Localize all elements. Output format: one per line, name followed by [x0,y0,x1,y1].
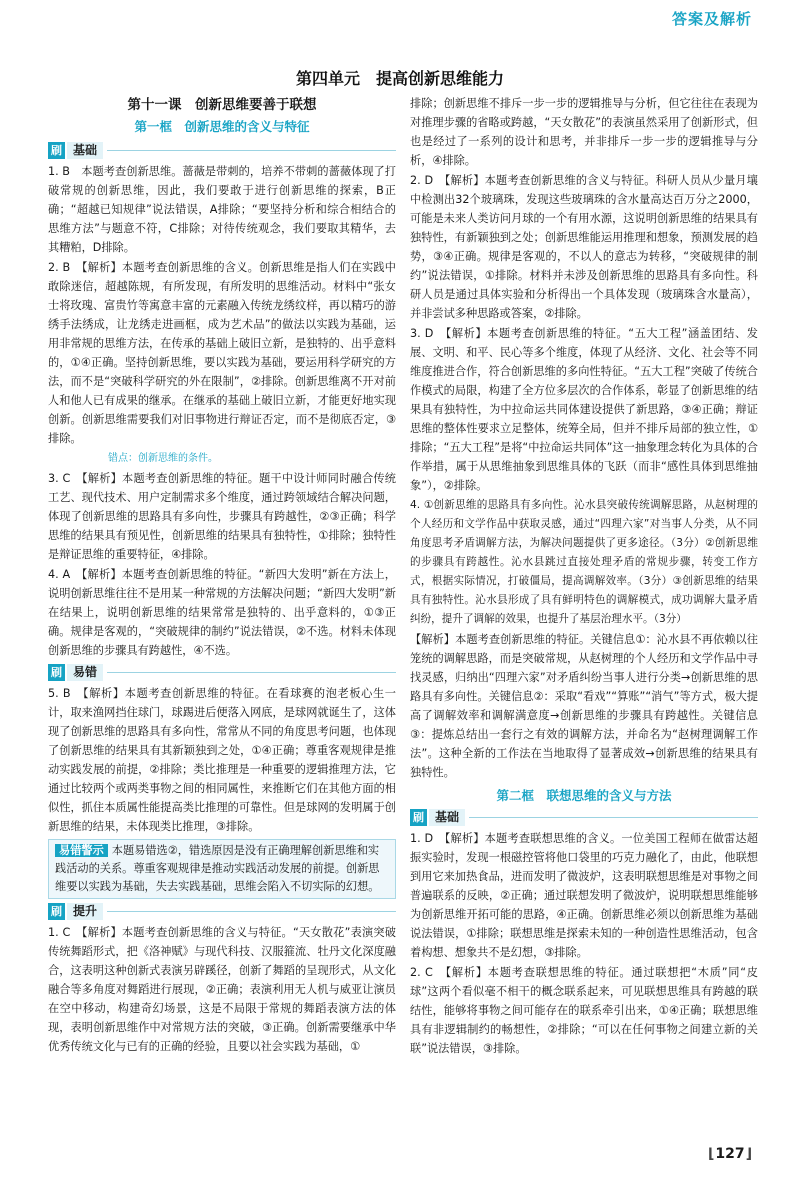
error-tip-tag: 易错警示 [55,844,108,857]
answer-item: 3. D 【解析】本题考查创新思维的特征。“五大工程”涵盖团结、发展、文明、和平、民心等多个维度，体现了从经济、文化、社会等不同维度推进合作，符合创新思维的多向性特征。“五大工程”突破了传统合作模式的局限，构建了全方位多层次的合作体系，彰显了创新思维的结果具有独特性，为中拉命运共同体建设提供了新思路，③④正确；辩证思维的整体性要求立足整体，统筹全局，但并不排斥局部的独立性，①排除；“五大工程”是将“中拉命运共同体”这一抽象理念转化为具体的合作举措，属于从思维抽象到思维具体的飞跃（而非“感性具体到思维抽象”），②排除。 [410,327,758,492]
section-badge: 刷 [48,142,65,159]
section-rule [107,911,396,912]
frame2-title: 第二框 联想思维的含义与方法 [496,788,672,803]
right-column [410,94,758,1059]
section-rule [107,150,396,151]
section-label: 基础 [67,142,103,159]
error-tip-text: 本题易错选②，错选原因是没有正确理解创新思维和实践活动的关系。尊重客观规律是推动实践活动发展的前提。创新思维要以实践为基础，失去实践基础，思维会陷入不切实际的幻想。 [55,844,380,893]
section-label: 基础 [429,809,465,826]
unit-title: 第四单元 提高创新思维能力 [295,69,504,88]
error-tip-box [48,839,396,899]
answer-item: 1. D 【解析】本题考查联想思维的含义。一位美国工程师在做雷达超振实验时，发现一根磁控管将他口袋里的巧克力融化了，由此，他联想到用它来加热食品，进而发明了微波炉，这表明联想思维是对事物之间普遍联系的反映，②正确；通过联想发明了微波炉，说明联想思维能够为创新思维开拓可能的思路，④正确。创新思维必须以创新思维为基础说法错误，①排除；联想思维是探索未知的一种创造性思维活动，包含着构想、想象共不是幻想，③排除。 [410,832,758,959]
answer-item: 1. C 【解析】本题考查创新思维的含义与特征。“天女散花”表演突破传统舞蹈形式，把《洛神赋》与现代科技、汉服箍流、牡丹文化深度融合，这表明这种创新式表演另辟蹊径，创新了舞蹈的呈现形式，从文化融合等多角度对舞蹈进行展现，②正确；表演利用无人机与威亚让演员在空中移动，构建奇幻场景，这是不局限于常规的舞蹈表演方法的体现，表明创新思维作中对常规方法的突破，③正确。创新需要继承中华优秀传统文化与已有的正确的经验，且要以社会实践为基础，① [48,926,396,1053]
answer-item: 4. ①创新思维的思路具有多向性。沁水县突破传统调解思路，从赵树理的个人经历和文学作品中获取灵感，通过“四理六家”对当事人分类，从不同角度思考矛盾调解方法，为解决问题提供了更多途径。（3分）②创新思维的步骤具有跨越性。沁水县跳过直接处理矛盾的常规步骤，转变工作方式，根据实际情况，打破僵局，提高调解效率。（3分）③创新思维的结果具有独特性。沁水县形成了具有鲜明特色的调解模式，成功调解大量矛盾纠纷，提升了调解的效果，也提升了基层治理水平。（3分） [410,499,758,625]
answer-item: 2. B 【解析】本题考查创新思维的含义。创新思维是指人们在实践中敢除迷信，超越陈规，有所发现，有所发明的思维活动。材料中“张女士将玫瑰、富贵竹等寓意丰富的元素融入传统龙绣纹样，再以精巧的游绣手法绣成，让龙绣走进画框，成为艺术品”的做法以实践为基础，运用非常规的思维方法，在传承的基础上破旧立新，是独特的、出乎意料的，①④正确。坚持创新思维，要以实践为基础，要运用科学研究的方法，而不是“突破科学研究的外在限制”，②排除。创新思维离不开对前人和他人已有成果的继承。在继承的基础上破旧立新，才能更好地实现创新。创新思维需要我们对旧事物进行辩证否定，而不是彻底否定，③排除。 [48,261,396,445]
section-label: 易错 [67,664,103,681]
answer-item: 3. C 【解析】本题考查创新思维的特征。题干中设计师同时融合传统工艺、现代技术、用户定制需求多个维度，通过跨领域结合解决问题，体现了创新思维的思路具有多向性，步骤具有跨越性，②③正确；科学思维的结果具有预见性，创新思维的结果具有独特性，①排除；独特性是辩证思维的重要特征，④排除。 [48,472,396,561]
left-column [48,94,396,1057]
lesson-title: 第十一课 创新思维要善于联想 [127,97,317,113]
section-label: 提升 [67,903,103,920]
section-basic [48,142,396,159]
answer-item: 1. B 本题考查创新思维。蔷薇是带刺的，培养不带刺的蔷薇体现了打破常规的创新思维，因此，我们要敢于进行创新思维的探索，B正确；“超越已知规律”说法错误，A排除；“要坚持分析和综合相结合的思维方法”与题意不符，C排除；对待传统观念，我们要取其精华，去其糟粕，D排除。 [48,165,396,254]
section-badge: 刷 [48,664,65,681]
section-improve [48,903,396,920]
section-rule [107,672,396,673]
section-rule [469,817,758,818]
answer-item: 2. C 【解析】本题考查联想思维的特征。通过联想把“木质”同“皮球”这两个看似毫不相干的概念联系起来，可见联想思维具有跨越的联结性，能够将事物之间可能存在的联系牵引出来，①④正确；联想思维具有非逻辑制约的畅想性，②排除；“可以在任何事物之间建立新的关联”说法错误，③排除。 [410,966,758,1055]
section-badge: 刷 [48,903,65,920]
header-label: 答案及解析 [671,10,752,28]
answer-item: 5. B 【解析】本题考查创新思维的特征。在看球赛的泡老板心生一计，取来渔网挡住球门，球踢进后便落入网底，是球网就诞生了，这体现了创新思维的思路具有多向性，常常从不同的角度思考问题，也体现了创新思维的结果具有其新颖独到之处，①④正确；尊重客观规律是推动实践发展的前提，②排除；类比推理是一种重要的逻辑推理方法，它通过比较两个或两类事物之间的相同属性，来推断它们在其他方面的相似性，抓住本质属性能提高类比推理的可靠性。但是球网的发明属于创新思维的结果，未体现类比推理，③排除。 [48,687,396,833]
section-badge: 刷 [410,809,427,826]
frame1-title: 第一框 创新思维的含义与特征 [134,119,310,134]
answer-item: 4. A 【解析】本题考查创新思维的特征。“新四大发明”新在方法上，说明创新思维往往不是用某一种常规的方法解决问题；“新四大发明”新在结果上，说明创新思维的结果常常是独特的、出乎意料的，①③正确。规律是客观的，“突破规律的制约”说法错误，②不选。材料未体现创新思维的步骤具有跨越性，④不选。 [48,568,396,657]
analysis-item: 【解析】本题考查创新思维的特征。关键信息①：沁水县不再依赖以往笼统的调解思路，而是突破常规，从赵树理的个人经历和文学作品中寻找灵感，归纳出“四理六家”对矛盾纠纷当事人进行分类→创新思维的思路具有多向性。关键信息②：采取“看戏”“算账”“消气”等方式，极大提高了调解效率和调解满意度→创新思维的步骤具有跨越性。关键信息③：提炼总结出一套行之有效的调解方法，并命名为“赵树理调解工作法”。这种全新的工作法在当地取得了显著成效→创新思维的结果具有独特性。 [410,633,758,779]
section-basic-2 [410,809,758,826]
error-note: 错点：创新思维的条件。 [108,453,218,464]
answer-item: 排除；创新思维不排斥一步一步的逻辑推导与分析，但它往往在表现为对推理步骤的省略或跨越，“天女散花”的表演虽然采用了创新形式，但也是经过了一系列的设计和思考，并非排斥一步一步的逻辑推导与分析，④排除。 [410,97,758,167]
answer-item: 2. D 【解析】本题考查创新思维的含义与特征。科研人员从少量月壤中检测出32个玻璃珠，发现这些玻璃珠的含水量高达百万分之2000，可能是未来人类访问月球的一个有用水源，这说明创新思维的结果具有独特性，有新颖独到之处；创新思维能运用推理和想象，预测发展的趋势，③④正确。规律是客观的，不以人的意志为转移，“突破规律的制约”说法错误，①排除。材料并未涉及创新思维的思路具有多向性。科研人员是通过具体实验和分析得出一个具体发现（玻璃珠含水量高），并非尝试多种思路或答案，②排除。 [410,174,758,320]
page-number: ⌊ 127 ⌋ [708,1146,752,1162]
section-error [48,664,396,681]
